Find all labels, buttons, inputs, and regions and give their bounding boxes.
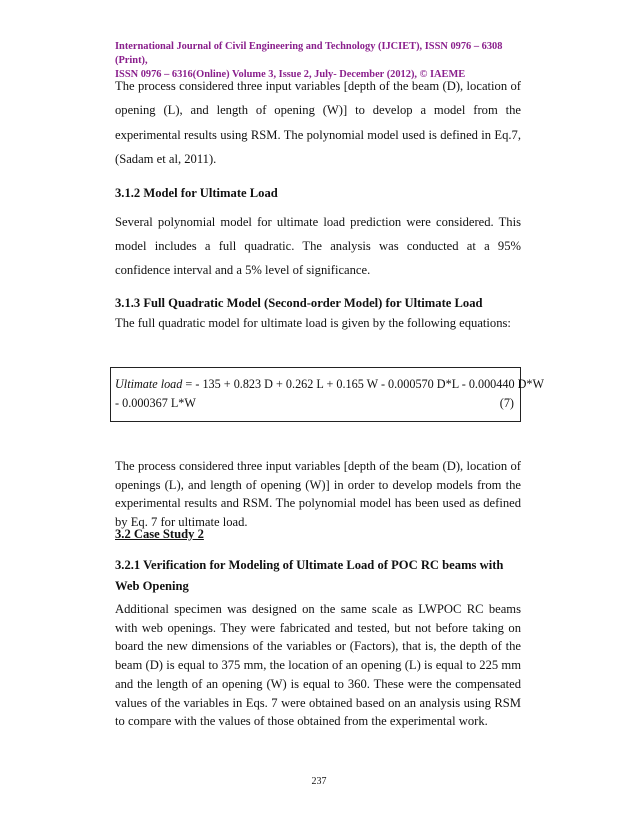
paragraph-3-2-1: Additional specimen was designed on the same scale as LWPOC RC beams with web openings. They were fabricated and tested, but not before taking on board the new dimensions of the variables or (Factors), that is, the depth of the beam (D) is equal to 375 mm, the location of an opening (L) is equal to 225 mm and the length of an opening (W) is equal to 360. These were the compensated values of the variables in Eqs. 7 were obtained based on an analysis using RSM to compare with the values of those obtained from the experimental work. (115, 602, 521, 729)
equation-rhs-line-2: - 0.000367 L*W (115, 396, 196, 410)
intro-paragraph: The process considered three input variables [depth of the beam (D), location of opening (L), and length of opening (W)] to develop a model from the experimental results using RSM. The polynomial model used is defined in Eq.7, (Sadam et al, 2011). (115, 79, 521, 167)
equation-rhs-line-1: = - 135 + 0.823 D + 0.262 L + 0.165 W - 0.000570 D*L - 0.000440 D*W (182, 377, 544, 391)
header-line-1: International Journal of Civil Engineering and Technology (IJCIET), ISSN 0976 – 6308 (Print), (115, 41, 503, 66)
equation-lhs: Ultimate load (115, 377, 183, 391)
heading-3-2: 3.2 Case Study 2 (115, 527, 204, 541)
paragraph-3-1-3: The full quadratic model for ultimate load is given by the following equations: (115, 316, 511, 330)
equation-number: (7) (499, 396, 514, 410)
equation-box (110, 367, 544, 422)
header-line-2: ISSN 0976 – 6316(Online) Volume 3, Issue 2, July- December (2012), © IAEME (115, 69, 466, 80)
page-number: 237 (311, 776, 327, 787)
heading-3-2-1: 3.2.1 Verification for Modeling of Ultimate Load of POC RC beams with Web Opening (115, 558, 504, 593)
paragraph-3-1-2: Several polynomial model for ultimate load prediction were considered. This model includes a full quadratic. The analysis was conducted at a 95% confidence interval and a 5% level of significance. (115, 215, 521, 277)
paragraph-after-equation: The process considered three input variables [depth of the beam (D), location of openings (L), and length of opening (W)] in order to develop models from the experimental results and RSM. The polynomial model has been used as defined by Eq. 7 for ultimate load. (115, 459, 521, 529)
heading-3-1-3: 3.1.3 Full Quadratic Model (Second-order Model) for Ultimate Load (115, 296, 483, 310)
heading-3-1-2: 3.1.2 Model for Ultimate Load (115, 186, 278, 200)
equation-line-1 (115, 377, 544, 392)
